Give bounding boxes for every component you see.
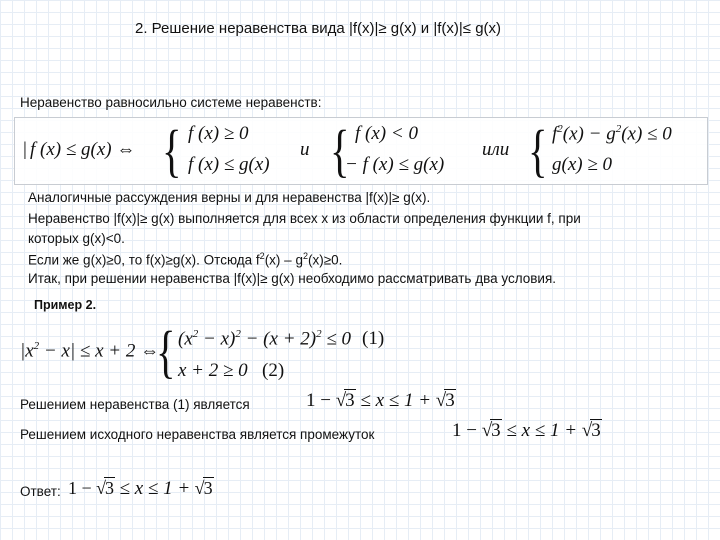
sys3-row1: $f^2(x) - g^2(x) \le 0$ <box>552 123 672 145</box>
sys3-row2: g(x) ≥ 0 <box>552 154 613 175</box>
text-line-3: которых g(x)<0. <box>28 231 125 246</box>
text-line-4: Если же g(x)≥0, то f(x)≥g(x). Отсюда $f^2(x) - g^2(x)\ge 0$. <box>28 251 343 268</box>
ex2-lhs: $|x^2 - x| \le x + 2$ ⇔ <box>20 340 160 362</box>
slide-title: 2. Решение неравенства вида |f(x)|≥ g(x) и |f(x)|≤ g(x) <box>135 20 502 37</box>
sys2-row2: − f (x) ≤ g(x) <box>345 154 445 175</box>
ex2-row2: x + 2 ≥ 0 <box>178 360 248 381</box>
intro-text: Неравенство равносильно системе неравенств: <box>20 95 322 110</box>
sys1-row1: f (x) ≥ 0 <box>188 123 249 144</box>
solution-1-interval: 1 − √3 ≤ x ≤ 1 + √3 <box>306 390 455 411</box>
solution-2-interval: 1 − √3 ≤ x ≤ 1 + √3 <box>452 420 601 441</box>
example-label: Пример 2. <box>34 298 97 312</box>
sys3-brace: { <box>528 118 548 183</box>
solution-2-text: Решением исходного неравенства является промежуток <box>20 427 375 442</box>
abs-open-bar: | <box>22 139 28 160</box>
ex2-row1-number: (1) <box>362 328 385 349</box>
sys1-lhs: f (x) ≤ g(x) ⇔ <box>30 139 136 160</box>
sys1-row2: f (x) ≤ g(x) <box>188 154 270 175</box>
sys1-brace: { <box>162 118 182 183</box>
ex2-row1: $(x^2 - x)^2 - (x + 2)^2 \le 0$ <box>178 328 352 350</box>
solution-1-text: Решением неравенства (1) является <box>20 397 250 412</box>
conjunction-and: и <box>300 139 310 160</box>
text-line-1: Аналогичные рассуждения верны и для неравенства |f(x)|≥ g(x). <box>28 190 431 205</box>
sys2-brace: { <box>330 118 350 183</box>
text-line-5: Итак, при решении неравенства |f(x)|≥ g(x) необходимо рассматривать два условия. <box>28 271 557 286</box>
sys2-row1: f (x) < 0 <box>355 123 418 144</box>
ex2-row2-number: (2) <box>262 360 285 381</box>
text-line-2: Неравенство |f(x)|≥ g(x) выполняется для всех х из области определения функции f, при <box>28 211 581 226</box>
answer-interval: 1 − √3 ≤ x ≤ 1 + √3 <box>68 478 213 499</box>
ex2-brace: { <box>156 319 176 384</box>
conjunction-or: или <box>482 139 510 160</box>
answer-label: Ответ: <box>20 484 61 499</box>
